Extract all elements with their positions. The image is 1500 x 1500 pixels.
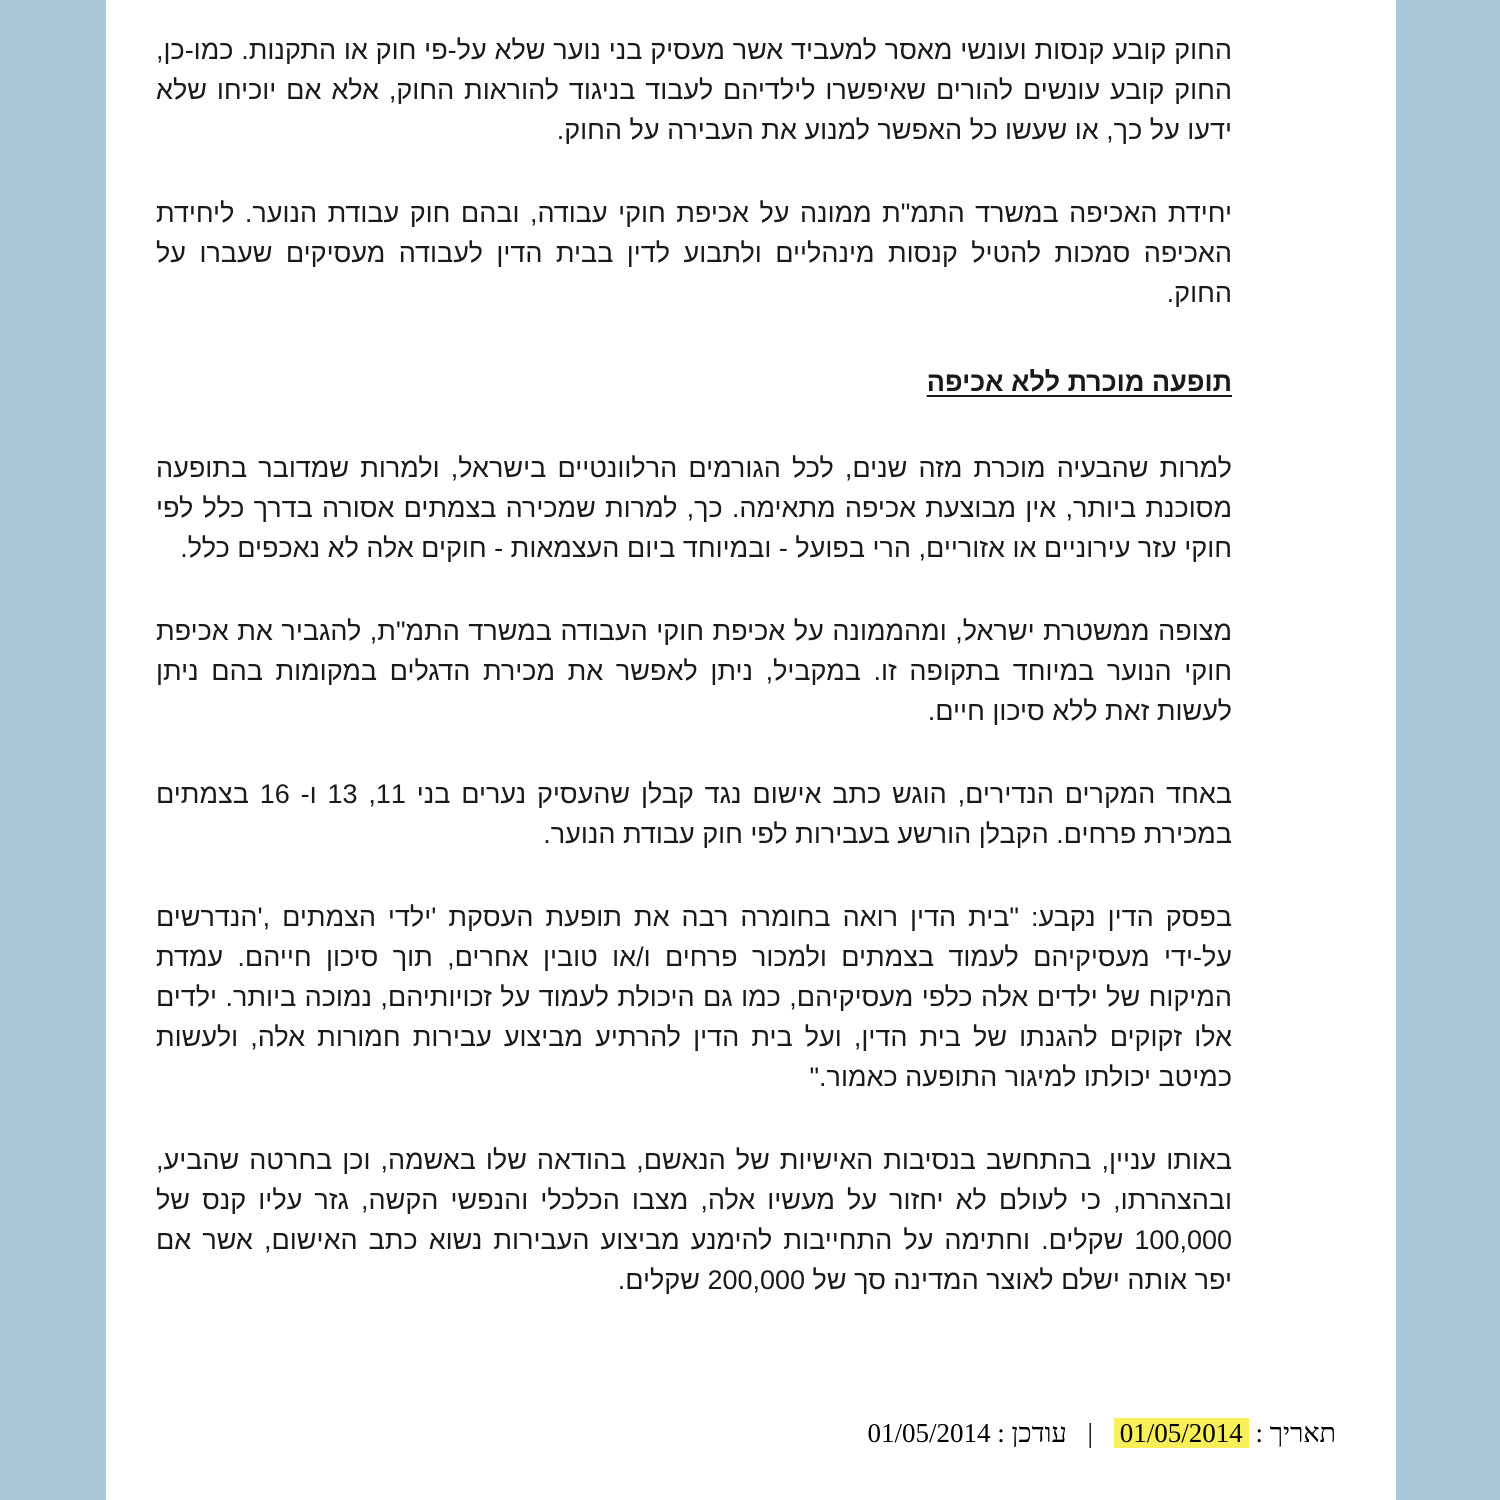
paragraph-expected-enforcement: מצופה ממשטרת ישראל, ומהממונה על אכיפת חוקי העבודה במשרד התמ"ת, להגביר את אכיפת חוקי הנוער במיוחד בתקופה זו. במקביל, ניתן לאפשר את מכירת הדגלים במקומות בהם ניתן לעשות זאת ללא סיכון חיים.	[156, 616, 1232, 726]
updated-label: עודכן :	[997, 1418, 1067, 1448]
paragraph-enforcement-unit: יחידת האכיפה במשרד התמ"ת ממונה על אכיפת חוקי עבודה, ובהם חוק עבודת הנוער. ליחידת האכיפה סמכות להטיל קנסות מינהליים ולתבוע לדין בבית הדין לעבודה מעסיקים שעברו על החוק.	[156, 198, 1232, 308]
paragraph-court-ruling: בפסק הדין נקבע: "בית הדין רואה בחומרה רבה את תופעת העסקת 'ילדי הצמתים ,'הנדרשים על-ידי מעסיקיהם לעמוד בצמתים ולמכור פרחים ו/או טובין אחרים, תוך סיכון חייהם. עמדת המיקוח של ילדים אלה כלפי מעסיקיהם, כמו גם היכולת לעמוד על זכויותיהם, נמוכה ביותר. ילדים אלו זקוקים להגנתו של בית הדין, ועל בית הדין להרתיע מביצוע עבירות חמורות אלה, ולעשות כמיטב יכולתו למיגור התופעה כאמור."	[156, 902, 1232, 1092]
date-label: תאריך :	[1255, 1418, 1336, 1448]
paragraph-sentence: באותו עניין, בהתחשב בנסיבות האישיות של הנאשם, בהודאה שלו באשמה, וכן בחרטה שהביע, ובהצהרתו, כי לעולם לא יחזור על מעשיו אלה, מצבו הכלכלי והנפשי הקשה, גזר עליו קנס של 100,000 שקלים. וחתימה על התחייבות להימנע מביצוע העבירות נשוא כתב האישום, אשר אם יפר אותה ישלם לאוצר המדינה סך של 200,000 שקלים.	[156, 1145, 1232, 1295]
section-heading: תופעה מוכרת ללא אכיפה	[926, 367, 1232, 397]
document-page	[106, 0, 1396, 1500]
date-value-highlighted: 01/05/2014	[1114, 1418, 1249, 1448]
updated-value: 01/05/2014	[867, 1418, 991, 1448]
paragraph-law-penalties: החוק קובע קנסות ועונשי מאסר למעביד אשר מעסיק בני נוער שלא על-פי חוק או התקנות. כמו-כן, החוק קובע עונשים להורים שאיפשרו לילדיהם לעבוד בניגוד להוראות החוק, אלא אם יוכיחו שלא ידעו על כך, או שעשו כל האפשר למנוע את העבירה על החוק.	[156, 35, 1232, 145]
paragraph-rare-case: באחד המקרים הנדירים, הוגש כתב אישום נגד קבלן שהעסיק נערים בני 11, 13 ו- 16 בצמתים במכירת פרחים. הקבלן הורשע בעבירות לפי חוק עבודת הנוער.	[156, 779, 1232, 849]
document-footer	[868, 1413, 1336, 1453]
paragraph-known-problem: למרות שהבעיה מוכרת מזה שנים, לכל הגורמים הרלוונטיים בישראל, ולמרות שמדובר בתופעה מסוכנת ביותר, אין מבוצעת אכיפה מתאימה. כך, למרות שמכירה בצמתים אסורה בדרך כלל לפי חוקי עזר עירוניים או אזוריים, הרי בפועל - ובמיוחד ביום העצמאות - חוקים אלה לא נאכפים כלל.	[156, 453, 1232, 563]
footer-separator: |	[1087, 1418, 1093, 1448]
